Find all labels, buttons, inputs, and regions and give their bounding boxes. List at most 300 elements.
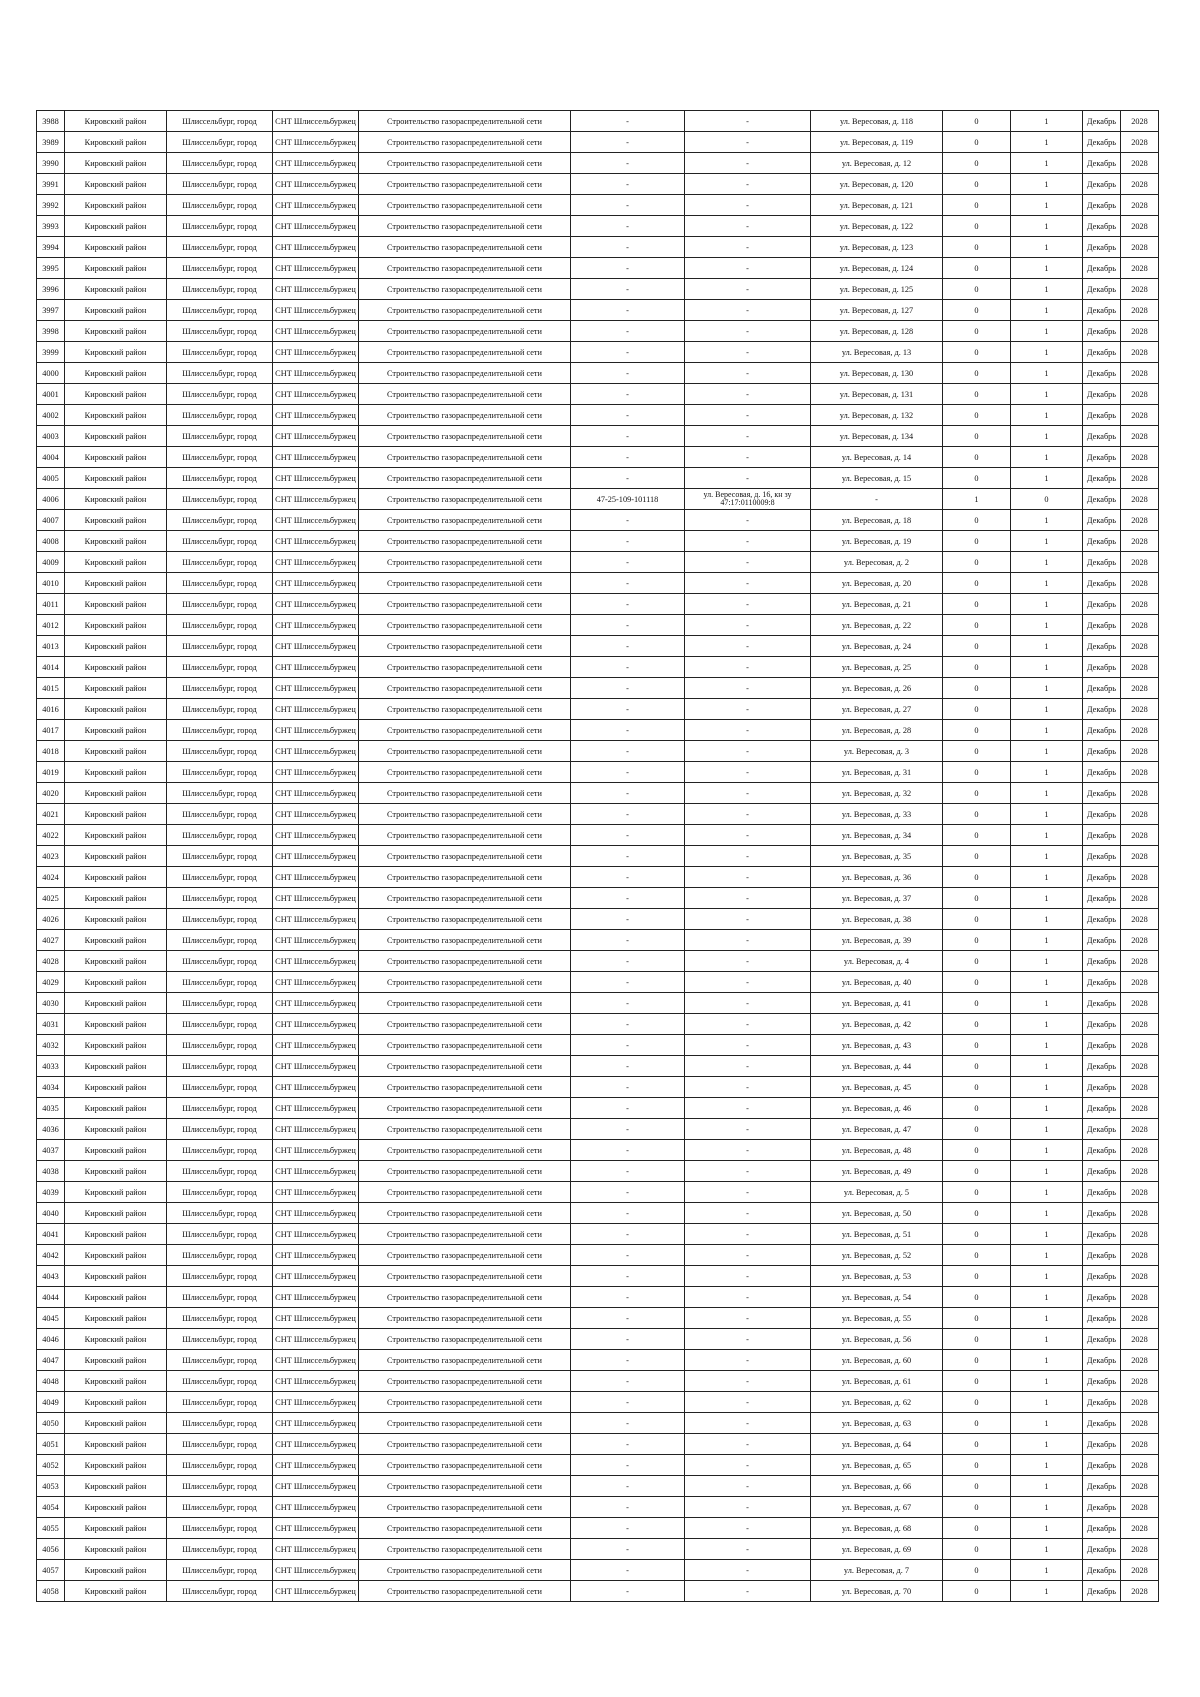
- settlement-cell: Шлиссельбург, город: [167, 321, 273, 342]
- address-cell: ул. Вересовая, д. 125: [811, 279, 943, 300]
- land-plot-cell: -: [685, 363, 811, 384]
- district-cell: Кировский район: [65, 384, 167, 405]
- organization-cell: СНТ Шлиссельбуржец: [273, 384, 359, 405]
- district-cell: Кировский район: [65, 258, 167, 279]
- table-row: [37, 111, 1159, 132]
- land-plot-cell: -: [685, 1581, 811, 1602]
- organization-cell: СНТ Шлиссельбуржец: [273, 1161, 359, 1182]
- organization-cell: СНТ Шлиссельбуржец: [273, 321, 359, 342]
- land-plot-cell: -: [685, 825, 811, 846]
- table-row: [37, 783, 1159, 804]
- flag-a-cell: 0: [943, 1392, 1011, 1413]
- row-number-cell: 4042: [37, 1245, 65, 1266]
- work-type-cell: Строительство газораспределительной сети: [359, 636, 571, 657]
- organization-cell: СНТ Шлиссельбуржец: [273, 678, 359, 699]
- flag-b-cell: 1: [1011, 1266, 1083, 1287]
- flag-b-cell: 1: [1011, 720, 1083, 741]
- flag-b-cell: 0: [1011, 489, 1083, 510]
- flag-a-cell: 0: [943, 909, 1011, 930]
- cadastral-cell: -: [571, 720, 685, 741]
- land-plot-cell: -: [685, 1266, 811, 1287]
- land-plot-cell: -: [685, 1560, 811, 1581]
- settlement-cell: Шлиссельбург, город: [167, 762, 273, 783]
- land-plot-cell: -: [685, 1371, 811, 1392]
- cadastral-cell: -: [571, 1371, 685, 1392]
- organization-cell: СНТ Шлиссельбуржец: [273, 594, 359, 615]
- land-plot-cell: -: [685, 195, 811, 216]
- settlement-cell: Шлиссельбург, город: [167, 993, 273, 1014]
- flag-b-cell: 1: [1011, 342, 1083, 363]
- work-type-cell: Строительство газораспределительной сети: [359, 216, 571, 237]
- settlement-cell: Шлиссельбург, город: [167, 951, 273, 972]
- settlement-cell: Шлиссельбург, город: [167, 426, 273, 447]
- table-row: [37, 258, 1159, 279]
- district-cell: Кировский район: [65, 867, 167, 888]
- work-type-cell: Строительство газораспределительной сети: [359, 1455, 571, 1476]
- row-number-cell: 4049: [37, 1392, 65, 1413]
- year-cell: 2028: [1121, 1329, 1159, 1350]
- flag-b-cell: 1: [1011, 1035, 1083, 1056]
- address-cell: ул. Вересовая, д. 25: [811, 657, 943, 678]
- month-cell: Декабрь: [1083, 1014, 1121, 1035]
- address-cell: ул. Вересовая, д. 69: [811, 1539, 943, 1560]
- organization-cell: СНТ Шлиссельбуржец: [273, 1560, 359, 1581]
- address-cell: ул. Вересовая, д. 27: [811, 699, 943, 720]
- table-row: [37, 762, 1159, 783]
- table-row: [37, 888, 1159, 909]
- month-cell: Декабрь: [1083, 1140, 1121, 1161]
- flag-b-cell: 1: [1011, 636, 1083, 657]
- address-cell: ул. Вересовая, д. 130: [811, 363, 943, 384]
- district-cell: Кировский район: [65, 846, 167, 867]
- settlement-cell: Шлиссельбург, город: [167, 1497, 273, 1518]
- address-cell: ул. Вересовая, д. 31: [811, 762, 943, 783]
- flag-b-cell: 1: [1011, 1392, 1083, 1413]
- district-cell: Кировский район: [65, 1308, 167, 1329]
- land-plot-cell: -: [685, 384, 811, 405]
- row-number-cell: 3995: [37, 258, 65, 279]
- flag-a-cell: 0: [943, 678, 1011, 699]
- flag-b-cell: 1: [1011, 1056, 1083, 1077]
- row-number-cell: 4003: [37, 426, 65, 447]
- settlement-cell: Шлиссельбург, город: [167, 384, 273, 405]
- work-type-cell: Строительство газораспределительной сети: [359, 1203, 571, 1224]
- flag-a-cell: 0: [943, 972, 1011, 993]
- address-cell: ул. Вересовая, д. 36: [811, 867, 943, 888]
- month-cell: Декабрь: [1083, 1224, 1121, 1245]
- flag-a-cell: 0: [943, 405, 1011, 426]
- work-type-cell: Строительство газораспределительной сети: [359, 888, 571, 909]
- district-cell: Кировский район: [65, 1203, 167, 1224]
- year-cell: 2028: [1121, 321, 1159, 342]
- flag-b-cell: 1: [1011, 321, 1083, 342]
- flag-b-cell: 1: [1011, 657, 1083, 678]
- year-cell: 2028: [1121, 951, 1159, 972]
- address-cell: ул. Вересовая, д. 7: [811, 1560, 943, 1581]
- land-plot-cell: -: [685, 279, 811, 300]
- month-cell: Декабрь: [1083, 405, 1121, 426]
- row-number-cell: 3991: [37, 174, 65, 195]
- flag-b-cell: 1: [1011, 1518, 1083, 1539]
- address-cell: ул. Вересовая, д. 18: [811, 510, 943, 531]
- month-cell: Декабрь: [1083, 1056, 1121, 1077]
- row-number-cell: 4040: [37, 1203, 65, 1224]
- flag-b-cell: 1: [1011, 531, 1083, 552]
- land-plot-cell: -: [685, 993, 811, 1014]
- settlement-cell: Шлиссельбург, город: [167, 678, 273, 699]
- month-cell: Декабрь: [1083, 1287, 1121, 1308]
- organization-cell: СНТ Шлиссельбуржец: [273, 237, 359, 258]
- district-cell: Кировский район: [65, 972, 167, 993]
- cadastral-cell: -: [571, 468, 685, 489]
- address-cell: ул. Вересовая, д. 134: [811, 426, 943, 447]
- work-type-cell: Строительство газораспределительной сети: [359, 1035, 571, 1056]
- flag-b-cell: 1: [1011, 300, 1083, 321]
- address-cell: ул. Вересовая, д. 62: [811, 1392, 943, 1413]
- month-cell: Декабрь: [1083, 1329, 1121, 1350]
- cadastral-cell: -: [571, 930, 685, 951]
- land-plot-cell: -: [685, 237, 811, 258]
- table-row: [37, 468, 1159, 489]
- settlement-cell: Шлиссельбург, город: [167, 489, 273, 510]
- district-cell: Кировский район: [65, 1287, 167, 1308]
- settlement-cell: Шлиссельбург, город: [167, 510, 273, 531]
- settlement-cell: Шлиссельбург, город: [167, 174, 273, 195]
- row-number-cell: 4058: [37, 1581, 65, 1602]
- flag-a-cell: 0: [943, 762, 1011, 783]
- work-type-cell: Строительство газораспределительной сети: [359, 615, 571, 636]
- table-row: [37, 615, 1159, 636]
- land-plot-cell: -: [685, 762, 811, 783]
- month-cell: Декабрь: [1083, 195, 1121, 216]
- address-cell: ул. Вересовая, д. 47: [811, 1119, 943, 1140]
- work-type-cell: Строительство газораспределительной сети: [359, 909, 571, 930]
- flag-b-cell: 1: [1011, 1476, 1083, 1497]
- flag-a-cell: 0: [943, 720, 1011, 741]
- address-cell: ул. Вересовая, д. 28: [811, 720, 943, 741]
- flag-b-cell: 1: [1011, 1434, 1083, 1455]
- flag-b-cell: 1: [1011, 951, 1083, 972]
- row-number-cell: 4056: [37, 1539, 65, 1560]
- settlement-cell: Шлиссельбург, город: [167, 1308, 273, 1329]
- district-cell: Кировский район: [65, 615, 167, 636]
- flag-a-cell: 0: [943, 447, 1011, 468]
- year-cell: 2028: [1121, 1119, 1159, 1140]
- settlement-cell: Шлиссельбург, город: [167, 972, 273, 993]
- flag-b-cell: 1: [1011, 1140, 1083, 1161]
- flag-b-cell: 1: [1011, 258, 1083, 279]
- flag-a-cell: 0: [943, 300, 1011, 321]
- table-row: [37, 300, 1159, 321]
- district-cell: Кировский район: [65, 195, 167, 216]
- address-cell: ул. Вересовая, д. 13: [811, 342, 943, 363]
- gasification-schedule-table: [36, 110, 1159, 1602]
- cadastral-cell: -: [571, 1182, 685, 1203]
- settlement-cell: Шлиссельбург, город: [167, 258, 273, 279]
- work-type-cell: Строительство газораспределительной сети: [359, 783, 571, 804]
- flag-b-cell: 1: [1011, 678, 1083, 699]
- work-type-cell: Строительство газораспределительной сети: [359, 1056, 571, 1077]
- month-cell: Декабрь: [1083, 153, 1121, 174]
- month-cell: Декабрь: [1083, 489, 1121, 510]
- work-type-cell: Строительство газораспределительной сети: [359, 825, 571, 846]
- address-cell: ул. Вересовая, д. 41: [811, 993, 943, 1014]
- work-type-cell: Строительство газораспределительной сети: [359, 363, 571, 384]
- settlement-cell: Шлиссельбург, город: [167, 153, 273, 174]
- cadastral-cell: -: [571, 195, 685, 216]
- table-row: [37, 1056, 1159, 1077]
- work-type-cell: Строительство газораспределительной сети: [359, 195, 571, 216]
- table-row: [37, 510, 1159, 531]
- work-type-cell: Строительство газораспределительной сети: [359, 237, 571, 258]
- district-cell: Кировский район: [65, 993, 167, 1014]
- organization-cell: СНТ Шлиссельбуржец: [273, 657, 359, 678]
- row-number-cell: 4025: [37, 888, 65, 909]
- cadastral-cell: 47-25-109-101118: [571, 489, 685, 510]
- organization-cell: СНТ Шлиссельбуржец: [273, 1392, 359, 1413]
- row-number-cell: 4013: [37, 636, 65, 657]
- district-cell: Кировский район: [65, 531, 167, 552]
- land-plot-cell: -: [685, 405, 811, 426]
- row-number-cell: 3996: [37, 279, 65, 300]
- settlement-cell: Шлиссельбург, город: [167, 1203, 273, 1224]
- month-cell: Декабрь: [1083, 951, 1121, 972]
- flag-b-cell: 1: [1011, 552, 1083, 573]
- row-number-cell: 4051: [37, 1434, 65, 1455]
- flag-b-cell: 1: [1011, 846, 1083, 867]
- district-cell: Кировский район: [65, 804, 167, 825]
- month-cell: Декабрь: [1083, 1413, 1121, 1434]
- cadastral-cell: -: [571, 1455, 685, 1476]
- organization-cell: СНТ Шлиссельбуржец: [273, 993, 359, 1014]
- address-cell: ул. Вересовая, д. 123: [811, 237, 943, 258]
- row-number-cell: 3990: [37, 153, 65, 174]
- organization-cell: СНТ Шлиссельбуржец: [273, 1182, 359, 1203]
- work-type-cell: Строительство газораспределительной сети: [359, 468, 571, 489]
- month-cell: Декабрь: [1083, 1518, 1121, 1539]
- flag-b-cell: 1: [1011, 216, 1083, 237]
- flag-a-cell: 0: [943, 594, 1011, 615]
- cadastral-cell: -: [571, 1392, 685, 1413]
- cadastral-cell: -: [571, 846, 685, 867]
- year-cell: 2028: [1121, 846, 1159, 867]
- month-cell: Декабрь: [1083, 174, 1121, 195]
- table-row: [37, 1077, 1159, 1098]
- table-row: [37, 237, 1159, 258]
- work-type-cell: Строительство газораспределительной сети: [359, 510, 571, 531]
- district-cell: Кировский район: [65, 132, 167, 153]
- table-row: [37, 1035, 1159, 1056]
- flag-a-cell: 0: [943, 1014, 1011, 1035]
- organization-cell: СНТ Шлиссельбуржец: [273, 804, 359, 825]
- district-cell: Кировский район: [65, 1245, 167, 1266]
- work-type-cell: Строительство газораспределительной сети: [359, 552, 571, 573]
- row-number-cell: 4034: [37, 1077, 65, 1098]
- address-cell: ул. Вересовая, д. 50: [811, 1203, 943, 1224]
- district-cell: Кировский район: [65, 888, 167, 909]
- month-cell: Декабрь: [1083, 1434, 1121, 1455]
- row-number-cell: 4011: [37, 594, 65, 615]
- organization-cell: СНТ Шлиссельбуржец: [273, 783, 359, 804]
- settlement-cell: Шлиссельбург, город: [167, 720, 273, 741]
- cadastral-cell: -: [571, 426, 685, 447]
- address-cell: ул. Вересовая, д. 60: [811, 1350, 943, 1371]
- district-cell: Кировский район: [65, 1056, 167, 1077]
- organization-cell: СНТ Шлиссельбуржец: [273, 1539, 359, 1560]
- cadastral-cell: -: [571, 216, 685, 237]
- year-cell: 2028: [1121, 279, 1159, 300]
- address-cell: ул. Вересовая, д. 2: [811, 552, 943, 573]
- settlement-cell: Шлиссельбург, город: [167, 300, 273, 321]
- work-type-cell: Строительство газораспределительной сети: [359, 699, 571, 720]
- work-type-cell: Строительство газораспределительной сети: [359, 1098, 571, 1119]
- address-cell: ул. Вересовая, д. 12: [811, 153, 943, 174]
- table-row: [37, 1329, 1159, 1350]
- district-cell: Кировский район: [65, 111, 167, 132]
- row-number-cell: 4047: [37, 1350, 65, 1371]
- year-cell: 2028: [1121, 762, 1159, 783]
- table-row: [37, 1413, 1159, 1434]
- table-row: [37, 1350, 1159, 1371]
- year-cell: 2028: [1121, 1371, 1159, 1392]
- month-cell: Декабрь: [1083, 657, 1121, 678]
- flag-a-cell: 0: [943, 993, 1011, 1014]
- district-cell: Кировский район: [65, 300, 167, 321]
- flag-a-cell: 0: [943, 1245, 1011, 1266]
- work-type-cell: Строительство газораспределительной сети: [359, 972, 571, 993]
- flag-a-cell: 0: [943, 153, 1011, 174]
- organization-cell: СНТ Шлиссельбуржец: [273, 951, 359, 972]
- work-type-cell: Строительство газораспределительной сети: [359, 762, 571, 783]
- flag-a-cell: 0: [943, 1119, 1011, 1140]
- cadastral-cell: -: [571, 1518, 685, 1539]
- cadastral-cell: -: [571, 132, 685, 153]
- year-cell: 2028: [1121, 1098, 1159, 1119]
- row-number-cell: 3997: [37, 300, 65, 321]
- work-type-cell: Строительство газораспределительной сети: [359, 1539, 571, 1560]
- cadastral-cell: -: [571, 678, 685, 699]
- work-type-cell: Строительство газораспределительной сети: [359, 342, 571, 363]
- district-cell: Кировский район: [65, 1098, 167, 1119]
- organization-cell: СНТ Шлиссельбуржец: [273, 1224, 359, 1245]
- settlement-cell: Шлиссельбург, город: [167, 867, 273, 888]
- land-plot-cell: -: [685, 951, 811, 972]
- month-cell: Декабрь: [1083, 1371, 1121, 1392]
- land-plot-cell: -: [685, 1056, 811, 1077]
- table-row: [37, 804, 1159, 825]
- work-type-cell: Строительство газораспределительной сети: [359, 1392, 571, 1413]
- year-cell: 2028: [1121, 426, 1159, 447]
- flag-b-cell: 1: [1011, 1350, 1083, 1371]
- table-row: [37, 720, 1159, 741]
- flag-a-cell: 0: [943, 699, 1011, 720]
- work-type-cell: Строительство газораспределительной сети: [359, 321, 571, 342]
- flag-a-cell: 0: [943, 615, 1011, 636]
- flag-a-cell: 0: [943, 1350, 1011, 1371]
- year-cell: 2028: [1121, 405, 1159, 426]
- organization-cell: СНТ Шлиссельбуржец: [273, 1413, 359, 1434]
- address-cell: ул. Вересовая, д. 68: [811, 1518, 943, 1539]
- year-cell: 2028: [1121, 363, 1159, 384]
- table-row: [37, 699, 1159, 720]
- organization-cell: СНТ Шлиссельбуржец: [273, 1581, 359, 1602]
- address-cell: ул. Вересовая, д. 42: [811, 1014, 943, 1035]
- land-plot-cell: -: [685, 300, 811, 321]
- year-cell: 2028: [1121, 741, 1159, 762]
- table-row: [37, 1539, 1159, 1560]
- settlement-cell: Шлиссельбург, город: [167, 1371, 273, 1392]
- year-cell: 2028: [1121, 237, 1159, 258]
- cadastral-cell: -: [571, 804, 685, 825]
- table-row: [37, 1560, 1159, 1581]
- month-cell: Декабрь: [1083, 426, 1121, 447]
- year-cell: 2028: [1121, 111, 1159, 132]
- address-cell: ул. Вересовая, д. 32: [811, 783, 943, 804]
- cadastral-cell: -: [571, 615, 685, 636]
- year-cell: 2028: [1121, 1560, 1159, 1581]
- district-cell: Кировский район: [65, 1329, 167, 1350]
- row-number-cell: 4048: [37, 1371, 65, 1392]
- table-row: [37, 195, 1159, 216]
- flag-a-cell: 0: [943, 1371, 1011, 1392]
- settlement-cell: Шлиссельбург, город: [167, 111, 273, 132]
- organization-cell: СНТ Шлиссельбуржец: [273, 846, 359, 867]
- month-cell: Декабрь: [1083, 783, 1121, 804]
- address-cell: ул. Вересовая, д. 49: [811, 1161, 943, 1182]
- land-plot-cell: -: [685, 573, 811, 594]
- cadastral-cell: -: [571, 594, 685, 615]
- flag-a-cell: 0: [943, 279, 1011, 300]
- organization-cell: СНТ Шлиссельбуржец: [273, 1329, 359, 1350]
- address-cell: ул. Вересовая, д. 19: [811, 531, 943, 552]
- work-type-cell: Строительство газораспределительной сети: [359, 1119, 571, 1140]
- work-type-cell: Строительство газораспределительной сети: [359, 1266, 571, 1287]
- organization-cell: СНТ Шлиссельбуржец: [273, 1350, 359, 1371]
- address-cell: ул. Вересовая, д. 46: [811, 1098, 943, 1119]
- settlement-cell: Шлиссельбург, город: [167, 930, 273, 951]
- table-row: [37, 930, 1159, 951]
- table-row: [37, 972, 1159, 993]
- work-type-cell: Строительство газораспределительной сети: [359, 111, 571, 132]
- settlement-cell: Шлиссельбург, город: [167, 1455, 273, 1476]
- work-type-cell: Строительство газораспределительной сети: [359, 678, 571, 699]
- settlement-cell: Шлиссельбург, город: [167, 909, 273, 930]
- row-number-cell: 4022: [37, 825, 65, 846]
- organization-cell: СНТ Шлиссельбуржец: [273, 1371, 359, 1392]
- year-cell: 2028: [1121, 1581, 1159, 1602]
- cadastral-cell: -: [571, 972, 685, 993]
- flag-a-cell: 0: [943, 363, 1011, 384]
- cadastral-cell: -: [571, 741, 685, 762]
- flag-b-cell: 1: [1011, 993, 1083, 1014]
- work-type-cell: Строительство газораспределительной сети: [359, 1140, 571, 1161]
- flag-a-cell: 0: [943, 951, 1011, 972]
- row-number-cell: 3989: [37, 132, 65, 153]
- organization-cell: СНТ Шлиссельбуржец: [273, 489, 359, 510]
- month-cell: Декабрь: [1083, 321, 1121, 342]
- flag-a-cell: 0: [943, 1476, 1011, 1497]
- year-cell: 2028: [1121, 615, 1159, 636]
- flag-a-cell: 0: [943, 216, 1011, 237]
- year-cell: 2028: [1121, 909, 1159, 930]
- cadastral-cell: -: [571, 342, 685, 363]
- flag-b-cell: 1: [1011, 867, 1083, 888]
- cadastral-cell: -: [571, 762, 685, 783]
- year-cell: 2028: [1121, 1497, 1159, 1518]
- cadastral-cell: -: [571, 636, 685, 657]
- settlement-cell: Шлиссельбург, город: [167, 1581, 273, 1602]
- table-row: [37, 993, 1159, 1014]
